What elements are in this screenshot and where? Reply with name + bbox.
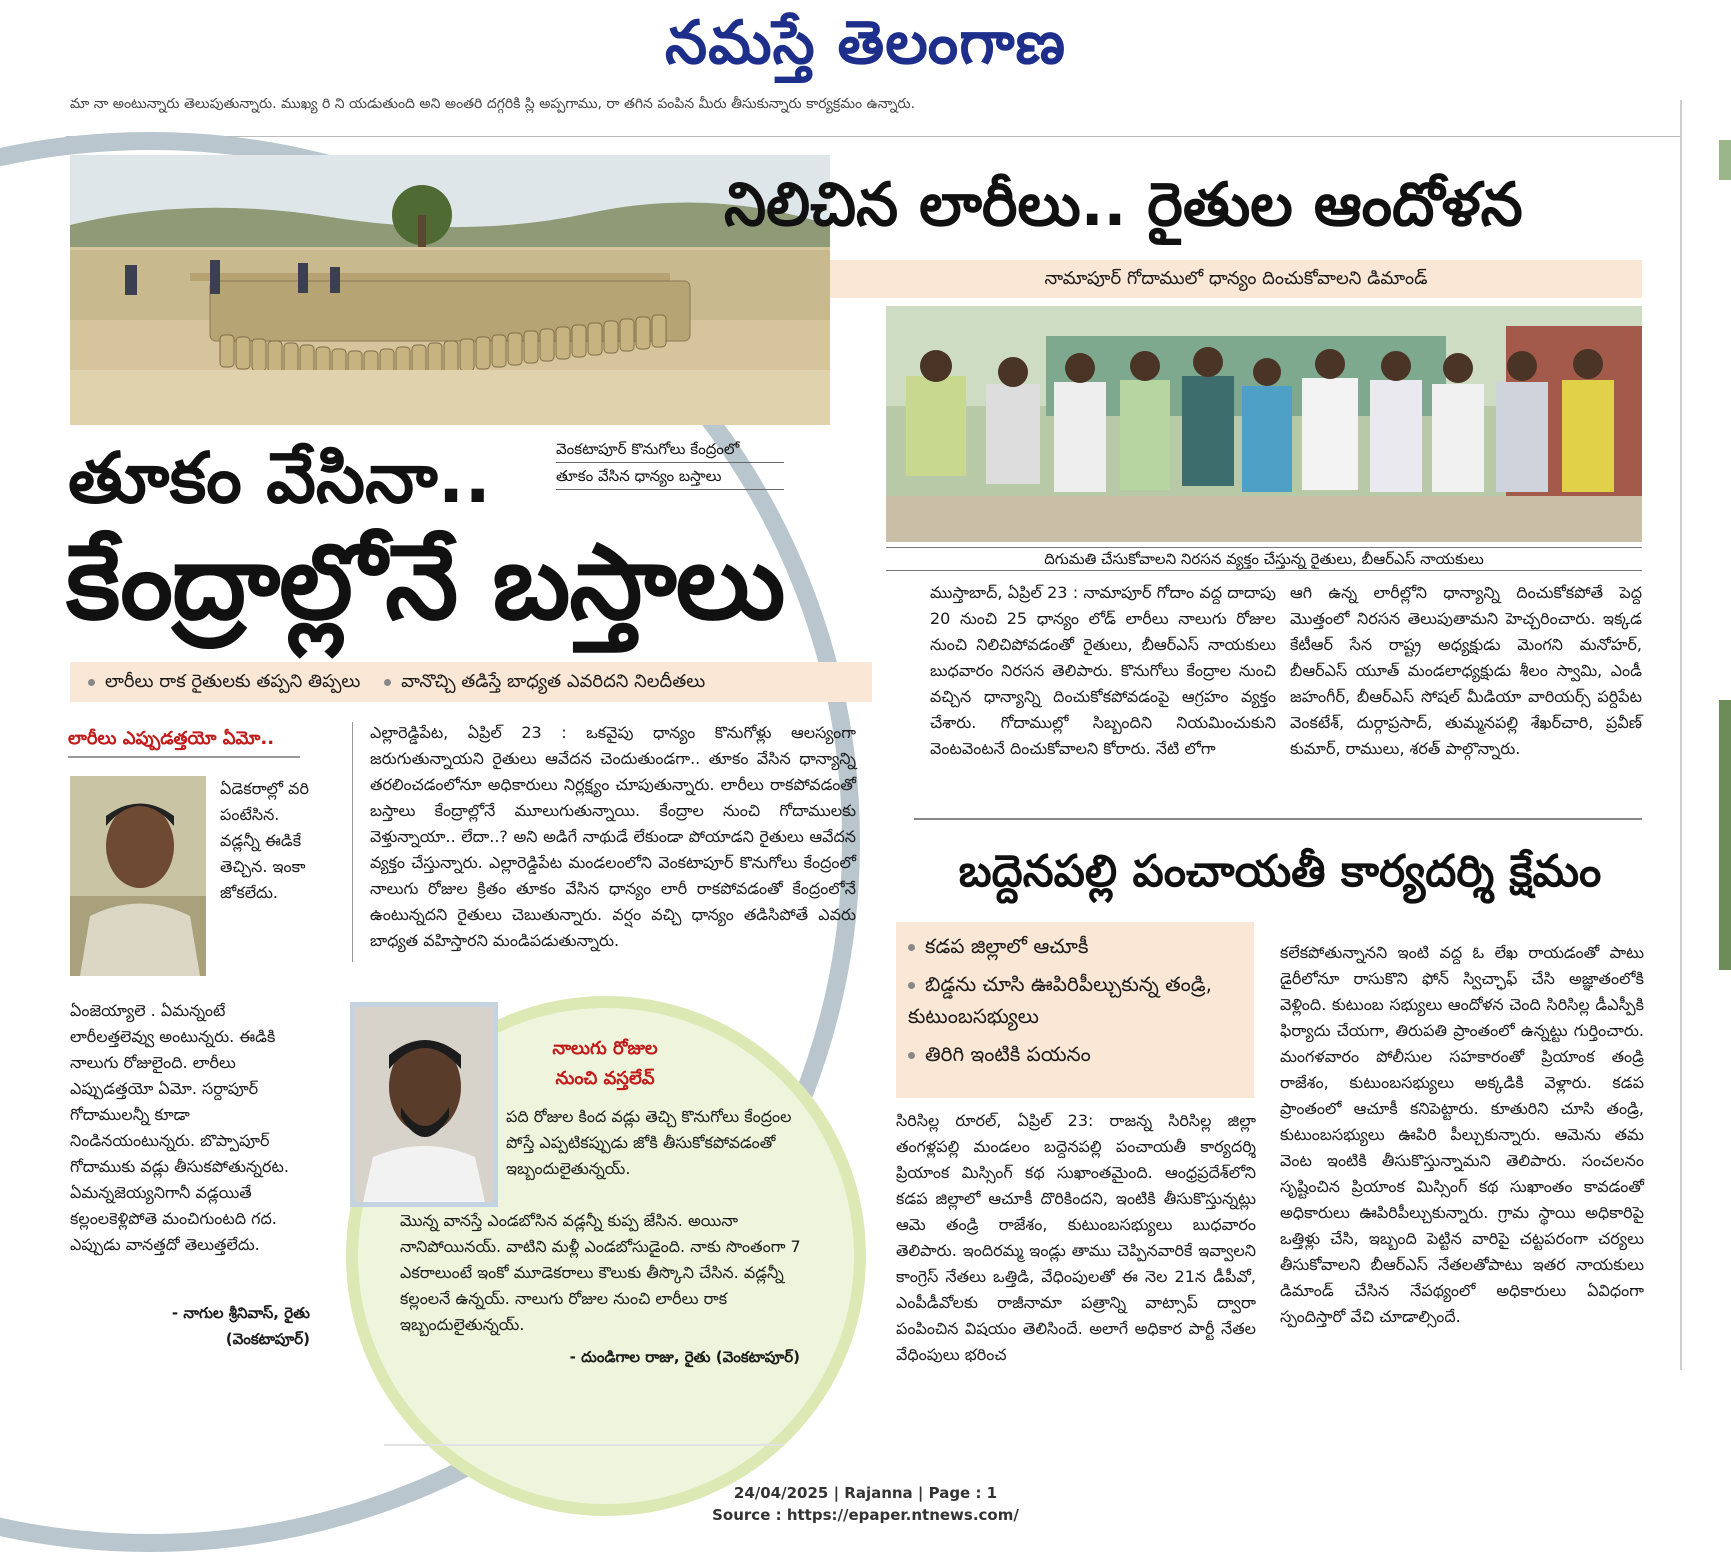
photo1-caption [556, 436, 784, 490]
adjacent-page-edge-art [1716, 140, 1731, 1380]
farmer-portrait-1 [70, 776, 206, 976]
previous-page-cut-line: మా నా అంటున్నారు తెలుపుతున్నారు. ముఖ్య రి ని యడుతుంది అని అంతరి దగ్గరికి స్లి అప్పగాము, రా తగిన పంపిన మీరు తీసుకున్నారు కార్యక్రమం ఉన్నారు. [70, 96, 916, 112]
quote-circle-signature: - దుండిగాల రాజు, రైతు (వెంకటాపూర్) [569, 1348, 800, 1366]
side-quote-signature-place: (వెంకటాపూర్) [225, 1330, 310, 1348]
side-quote-signature-name: - నాగుల శ్రీనివాస్, రైతు [171, 1304, 310, 1322]
side-quote-heading: లారీలు ఎప్పుడత్తయో ఏమో.. [68, 728, 300, 758]
secretary-highlight-1 [908, 930, 1254, 962]
side-quote-signature [70, 1300, 310, 1352]
photo-protest [886, 306, 1642, 542]
quote-circle-text-b: మొన్న వానస్తే ఎండబోసిన వడ్లన్నీ కుప్ప జేసిన. అయినా నానిపోయినయ్. వాటిని మళ్లీ ఎండబోసుడైంది. నాకు సొంతంగా 7 ఎకరాలుంటే ఇంకో మూడెకరాలు కౌలుకు తీస్కొని చేసిన. వడ్లన్నీ కల్లంలనే ఉన్నయ్. నాలుగు రోజుల నుంచి లారీలు రాక ఇబ్బందులైతున్నయ్. [400, 1211, 801, 1334]
bullet-dot-icon [908, 982, 915, 989]
secretary-headline: బద్దెనపల్లి పంచాయతీ కార్యదర్శి క్షేమం [958, 846, 1602, 897]
photo-paddy-bags [70, 155, 830, 425]
secretary-highlights [896, 922, 1254, 1098]
adjacent-page-edge [1716, 140, 1731, 1380]
secretary-highlight-2 [908, 968, 1254, 1032]
photo-paddy-bags-art [70, 155, 830, 425]
photo-protest-art [886, 306, 1642, 542]
main-headline-line1: తూకం వేసినా.. [68, 437, 491, 519]
lorries-story-col1: ముస్తాబాద్, ఏప్రిల్ 23 : నామాపూర్ గోదాం వద్ద దాదాపు 20 నుంచి 25 ధాన్యం లోడ్ లారీలు నాలుగు రోజుల నుంచి నిలిచిపోవడంతో రైతులు, బీఆర్ఎస్ నాయకులు బుధవారం నిరసన తెలిపారు. కొనుగోలు కేంద్రాల నుంచి వచ్చిన ధాన్యాన్ని దించుకోకపోవడంపై ఆగ్రహం వ్యక్తం చేశారు. గోదాముల్లో సిబ్బందిని నియమించుకుని వెంటవెంటనే దించుకోవాలని కోరారు. నేటి లోగా [930, 583, 1276, 758]
highlight-2 [384, 671, 705, 692]
farmer-portrait-2 [350, 1002, 498, 1207]
bottom-faint-rule [384, 1444, 784, 1446]
left-column-rule [352, 722, 353, 962]
highlight-2-text: వానొచ్చి తడిస్తే బాధ్యత ఎవరిదని నిలదీతలు [401, 671, 706, 692]
lorries-subhead: నామాపూర్ గోదాములో ధాన్యం దించుకోవాలని డిమాండ్ [830, 260, 1642, 298]
top-divider [66, 136, 1680, 137]
highlight-1 [88, 671, 360, 692]
secretary-highlight-2-text: బిడ్డను చూసి ఊపిరిపీల్చుకున్న తండ్రి, కుటుంబసభ్యులు [908, 972, 1212, 1028]
story-divider [914, 818, 1642, 820]
secretary-highlight-3-text: తిరిగి ఇంటికి పయనం [925, 1042, 1091, 1066]
lorries-story-col2: ఆగి ఉన్న లారీల్లోని ధాన్యాన్ని దించుకోకపోతే పెద్ద మొత్తంలో నిరసన తెలుపుతామని హెచ్చరించారు. ఇక్కడ కేటీఆర్ సేన రాష్ట్ర అధ్యక్షుడు మెంగని మనోహర్, బీఆర్ఎస్ యూత్ మండలాధ్యక్షుడు శీలం స్వామి, ఎండీ జహంగీర్, బీఆర్ఎస్ సోషల్ మీడియా వారియర్స్ పర్దిపేట వెంకటేశ్, దుర్గాప్రసాద్, తుమ్మనపల్లి శేఖర్‌చారి, ప్రవీణ్ కుమార్, రాములు, శరత్ పాల్గొన్నారు. [1290, 583, 1642, 758]
secretary-story-col1: సిరిసిల్ల రూరల్, ఏప్రిల్ 23: రాజన్న సిరిసిల్ల జిల్లా తంగళ్లపల్లి మండలం బద్దెనపల్లి పంచాయతీ కార్యదర్శి ప్రియాంక మిస్సింగ్ కథ సుఖాంతమైంది. ఆంధ్రప్రదేశ్‌లోని కడప జిల్లాలో ఆచూకీ దొరికిందని, ఇంటికి తీసుకొస్తున్నట్లు ఆమె తండ్రి రాజేశం, కుటుంబసభ్యులు బుధవారం తెలిపారు. ఇందిరమ్మ ఇండ్లు తాము చెప్పినవారికే ఇవ్వాలని కాంగ్రెస్ నేతలు ఒత్తిడి, వేధింపులతో ఈ నెల 21న డీపీవో, ఎంపీడీవోలకు రాజీనామా పత్రాన్ని వాట్సాప్ ద్వారా పంపించిన విషయం తెలిసిందే. అలాగే అధికార పార్టీ నేతల వేధింపులు భరించ [896, 1111, 1256, 1364]
bullet-dot-icon [908, 1052, 915, 1059]
secretary-highlight-1-text: కడప జిల్లాలో ఆచూకీ [925, 934, 1089, 958]
side-quote-text-b: ఏంజెయ్యాలె . ఏమన్నంటే లారీలత్తలెవ్వు అంటున్నరు. ఈడికి నాలుగు రోజులైంది. లారీలు ఎప్పుడత్తయో ఏమో. సర్దాపూర్ గోదాములన్నీ కూడా నిండినయంటున్నరు. బొప్పాపూర్ గోదాముకు వడ్లు తీసుకపోతున్నరట. ఏమన్నజెయ్యనిగానీ వడ్లయితే కల్లంలకెళ్లిపోతె మంచిగుంటది గద. ఎప్పుడు వానత్తదో తెలుత్తలేదు. [70, 1001, 289, 1254]
farmer-portrait-1-art [70, 776, 206, 976]
footer-source[interactable]: Source : https://epaper.ntnews.com/ [712, 1506, 1019, 1524]
main-story-body: ఎల్లారెడ్డిపేట, ఏప్రిల్ 23 : ఒకవైపు ధాన్యం కొనుగోళ్లు ఆలస్యంగా జరుగుతున్నాయని రైతులు ఆవేదన చెందుతుండగా.. తూకం వేసిన ధాన్యాన్ని తరలించడంలోనూ అధికారులు నిర్లక్ష్యం చూపుతున్నారు. లారీలు రాకపోవడంతో బస్తాలు కేంద్రాల్లోనే మూలుగుతున్నాయి. కేంద్రాల నుంచి గోదాములకు వెళ్తున్నాయా.. లేదా..? అని అడిగే నాథుడే లేకుండా పోయాడని రైతులు ఆవేదన వ్యక్తం చేస్తున్నారు. ఎల్లారెడ్డిపేట మండలంలోని వెంకటాపూర్ కొనుగోలు కేంద్రంలో నాలుగు రోజుల క్రితం తూకం వేసిన ధాన్యం లారీ రాకపోవడంతో కేంద్రంలోనే ఉంటున్నదని రైతులు చెబుతున్నారు. వర్షం వచ్చి ధాన్యం తడిసిపోతే ఎవరు బాధ్యత వహిస్తారని మండిపడుతున్నారు. [370, 723, 856, 950]
farmer-portrait-2-art [355, 1007, 493, 1202]
secretary-story-col2: కలేకపోతున్నానని ఇంటి వద్ద ఓ లేఖ రాయడంతో పాటు డైరీలోనూ రాసుకొని ఫోన్ స్విచ్ఛాఫ్ చేసి అజ్ఞాతంలోకి వెళ్లింది. కుటుంబ సభ్యులు ఆందోళన చెంది సిరిసిల్ల డీఎస్పీకి ఫిర్యాదు చేయగా, తిరుపతి ప్రాంతంలో ఉన్నట్టు గుర్తించారు. మంగళవారం పోలీసుల సహకారంతో ప్రియాంక తండ్రి రాజేశం, కుటుంబసభ్యులు అక్కడికి వెళ్లారు. కడప ప్రాంతంలో ఆచూకీ కనిపెట్టారు. కూతురిని చూసి తండ్రి, కుటుంబసభ్యులు ఊపిరి పీల్చుకున్నారు. ఆమెను తమ వెంట ఇంటికి తీసుకొస్తున్నామని తెలిపారు. సంచలనం సృష్టించిన ప్రియాంక మిస్సింగ్ కథ సుఖాంతం కావడంతో అధికారులు ఊపిరిపీల్చుకున్నారు. గ్రామ స్థాయి అధికారిపై ఒత్తిళ్లు చేసి, ఇబ్బంది పెట్టిన వారిపై చట్టపరంగా చర్యలు తీసుకోవాలని బీఆర్ఎస్ నేతలతోపాటు ఇతర నాయకులు డిమాండ్ చేసిన నేపథ్యంలో అధికారులు ఏవిధంగా స్పందిస్తారో వేచి చూడాల్సిందే. [1280, 943, 1644, 1326]
photo1-caption-line2: తూకం వేసిన ధాన్యం బస్తాలు [556, 463, 784, 490]
right-column-divider [1680, 100, 1682, 1370]
quote-circle-heading-line2: నుంచి వస్తలేవ్ [555, 1068, 655, 1089]
bullet-dot-icon [384, 679, 391, 686]
page-footer [0, 1482, 1731, 1526]
main-headline-line2: కేంద్రాల్లోనే బస్తాలు [66, 521, 785, 643]
protest-photo-caption: దిగుమతి చేసుకోవాలని నిరసన వ్యక్తం చేస్తున్న రైతులు, బీఆర్ఎస్ నాయకులు [886, 547, 1642, 571]
quote-circle-heading [530, 1034, 680, 1094]
quote-circle-text-a: పది రోజుల కింద వడ్లు తెచ్చి కొనుగోలు కేంద్రంల పోస్తే ఎప్పటికప్పుడు జోకి తీసుకోకపోవడంతో ఇబ్బందులైతున్నయ్. [506, 1107, 792, 1178]
bullet-dot-icon [908, 944, 915, 951]
footer-date-edition: 24/04/2025 | Rajanna | Page : 1 [733, 1484, 998, 1502]
secretary-highlight-3 [908, 1038, 1254, 1070]
side-quote-text-a: ఏడెకరాల్లో వరి పంటేసిన. వడ్లన్నీ ఈడికే తెచ్చిన. ఇంకా జోకలేదు. [220, 779, 309, 902]
bullet-dot-icon [88, 679, 95, 686]
masthead: నమస్తే తెలంగాణ [664, 8, 1067, 78]
quote-circle-heading-line1: నాలుగు రోజుల [552, 1038, 658, 1059]
main-story-highlights [70, 662, 872, 702]
lorries-headline: నిలిచిన లారీలు.. రైతుల ఆందోళన [724, 170, 1523, 240]
highlight-1-text: లారీలు రాక రైతులకు తప్పని తిప్పలు [105, 671, 361, 692]
photo1-caption-line1: వెంకటాపూర్ కొనుగోలు కేంద్రంలో [556, 436, 784, 463]
